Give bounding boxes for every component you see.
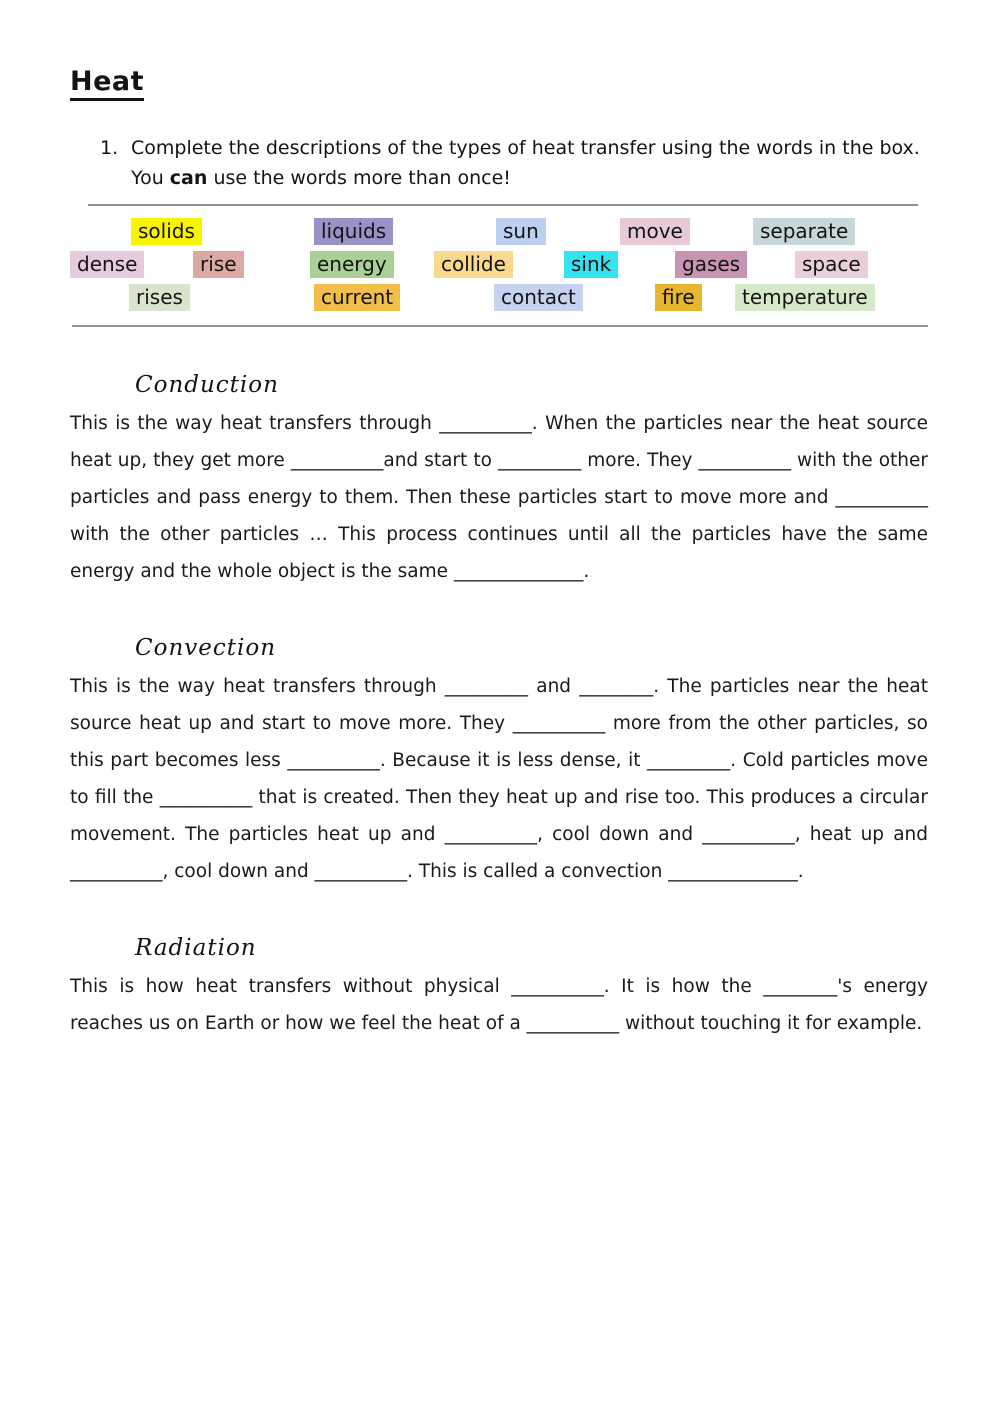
instruction-line1: Complete the descriptions of the types of heat transfer using the words in the box. [131,137,920,159]
word-chip: temperature [735,284,875,311]
section-heading: Conduction [135,372,279,398]
word-chip: move [620,218,690,245]
word-chip: current [314,284,400,311]
word-chip: sink [564,251,618,278]
word-box-row [70,218,928,245]
word-chip: separate [753,218,855,245]
word-box-top-rule [88,204,918,206]
word-chip: collide [434,251,513,278]
word-box [70,218,928,311]
section-paragraph: This is the way heat transfers through __________. When the particles near the heat source heat up, they get more __________and start to _________ more. They __________ with the other particles and pass energy to them. Then these particles start to move more and __________ with the other particles … This process continues until all the particles have the same energy and the whole object is the same ______________. [70,413,928,582]
word-chip: space [795,251,868,278]
word-chip: gases [675,251,747,278]
instruction-line2-bold: can [169,167,208,189]
section-paragraph: This is how heat transfers without physical __________. It is how the ________'s energy reaches us on Earth or how we feel the heat of a __________ without touching it for example. [70,976,928,1034]
word-chip: fire [655,284,702,311]
word-chip: liquids [314,218,393,245]
section-heading: Radiation [135,935,257,961]
word-chip: energy [310,251,394,278]
word-chip: rises [129,284,190,311]
word-chip: dense [70,251,144,278]
instruction [70,133,928,193]
section-paragraph: This is the way heat transfers through _________ and ________. The particles near the heat source heat up and start to move more. They __________ more from the other particles, so this part becomes less __________. Because it is less dense, it _________. Cold particles move to fill the __________ that is created. Then they heat up and rise too. This produces a circular movement. The particles heat up and __________, cool down and __________, heat up and __________, cool down and __________. This is called a convection ______________. [70,676,928,882]
word-chip: solids [131,218,202,245]
word-chip: sun [496,218,546,245]
word-box-row [70,251,928,278]
section-conduction [70,372,928,590]
instruction-text [131,133,928,193]
worksheet-page [70,0,928,1042]
word-chip: rise [193,251,244,278]
section-radiation [70,935,928,1042]
word-chip: contact [494,284,583,311]
instruction-line2-pre: You [131,167,170,189]
instruction-line2-post: use the words more than once! [207,167,511,189]
section-convection [70,635,928,890]
word-box-row [70,284,928,311]
section-heading: Convection [135,635,277,661]
page-title: Heat [70,66,144,101]
word-box-bottom-rule [72,325,928,327]
question-number: 1. [100,137,119,159]
